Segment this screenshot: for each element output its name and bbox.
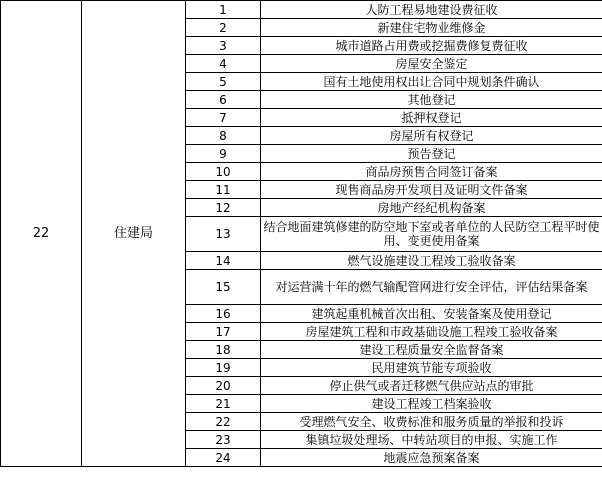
- item-name-cell[interactable]: 抵押权登记: [261, 109, 602, 127]
- item-number-cell[interactable]: 7: [186, 109, 261, 127]
- item-name-cell[interactable]: 受理燃气安全、收费标准和服务质量的举报和投诉: [261, 413, 602, 431]
- item-name-cell[interactable]: 集镇垃圾处理场、中转站项目的申报、实施工作: [261, 431, 602, 449]
- group-index-cell[interactable]: 22: [1, 1, 82, 467]
- item-number-cell[interactable]: 8: [186, 127, 261, 145]
- department-cell[interactable]: 住建局: [82, 1, 186, 467]
- item-number-cell[interactable]: 4: [186, 55, 261, 73]
- item-number-cell[interactable]: 13: [186, 217, 261, 252]
- item-name-cell[interactable]: 对运营满十年的燃气输配管网进行安全评估，评估结果备案: [261, 270, 602, 305]
- item-name-cell[interactable]: 房地产经纪机构备案: [261, 199, 602, 217]
- item-name-cell[interactable]: 建设工程质量安全监督备案: [261, 341, 602, 359]
- item-name-cell[interactable]: 其他登记: [261, 91, 602, 109]
- item-number-cell[interactable]: 2: [186, 19, 261, 37]
- item-number-cell[interactable]: 20: [186, 377, 261, 395]
- item-number-cell[interactable]: 11: [186, 181, 261, 199]
- item-number-cell[interactable]: 10: [186, 163, 261, 181]
- item-name-cell[interactable]: 燃气设施建设工程竣工验收备案: [261, 252, 602, 270]
- item-name-cell[interactable]: 城市道路占用费或挖掘费修复费征收: [261, 37, 602, 55]
- item-number-cell[interactable]: 17: [186, 323, 261, 341]
- item-name-cell[interactable]: 预告登记: [261, 145, 602, 163]
- item-number-cell[interactable]: 1: [186, 1, 261, 19]
- item-name-cell[interactable]: 停止供气或者迁移燃气供应站点的审批: [261, 377, 602, 395]
- item-number-cell[interactable]: 5: [186, 73, 261, 91]
- item-number-cell[interactable]: 23: [186, 431, 261, 449]
- item-number-cell[interactable]: 12: [186, 199, 261, 217]
- item-number-cell[interactable]: 24: [186, 449, 261, 467]
- item-name-cell[interactable]: 国有土地使用权出让合同中规划条件确认: [261, 73, 602, 91]
- item-name-cell[interactable]: 建筑起重机械首次出租、安装备案及使用登记: [261, 305, 602, 323]
- item-number-cell[interactable]: 21: [186, 395, 261, 413]
- item-name-cell[interactable]: 房屋所有权登记: [261, 127, 602, 145]
- item-name-cell[interactable]: 结合地面建筑修建的防空地下室或者单位的人民防空工程平时使用、变更使用备案: [261, 217, 602, 252]
- item-name-cell[interactable]: 房屋安全鉴定: [261, 55, 602, 73]
- item-name-cell[interactable]: 房屋建筑工程和市政基础设施工程竣工验收备案: [261, 323, 602, 341]
- item-number-cell[interactable]: 19: [186, 359, 261, 377]
- item-number-cell[interactable]: 14: [186, 252, 261, 270]
- item-number-cell[interactable]: 22: [186, 413, 261, 431]
- item-number-cell[interactable]: 6: [186, 91, 261, 109]
- item-name-cell[interactable]: 民用建筑节能专项验收: [261, 359, 602, 377]
- item-number-cell[interactable]: 16: [186, 305, 261, 323]
- item-number-cell[interactable]: 9: [186, 145, 261, 163]
- item-name-cell[interactable]: 现售商品房开发项目及证明文件备案: [261, 181, 602, 199]
- table-row: [1, 1, 602, 19]
- item-name-cell[interactable]: 地震应急预案备案: [261, 449, 602, 467]
- item-number-cell[interactable]: 3: [186, 37, 261, 55]
- item-number-cell[interactable]: 18: [186, 341, 261, 359]
- item-name-cell[interactable]: 人防工程易地建设费征收: [261, 1, 602, 19]
- item-name-cell[interactable]: 新建住宅物业维修金: [261, 19, 602, 37]
- item-name-cell[interactable]: 建设工程竣工档案验收: [261, 395, 602, 413]
- item-name-cell[interactable]: 商品房预售合同签订备案: [261, 163, 602, 181]
- item-number-cell[interactable]: 15: [186, 270, 261, 305]
